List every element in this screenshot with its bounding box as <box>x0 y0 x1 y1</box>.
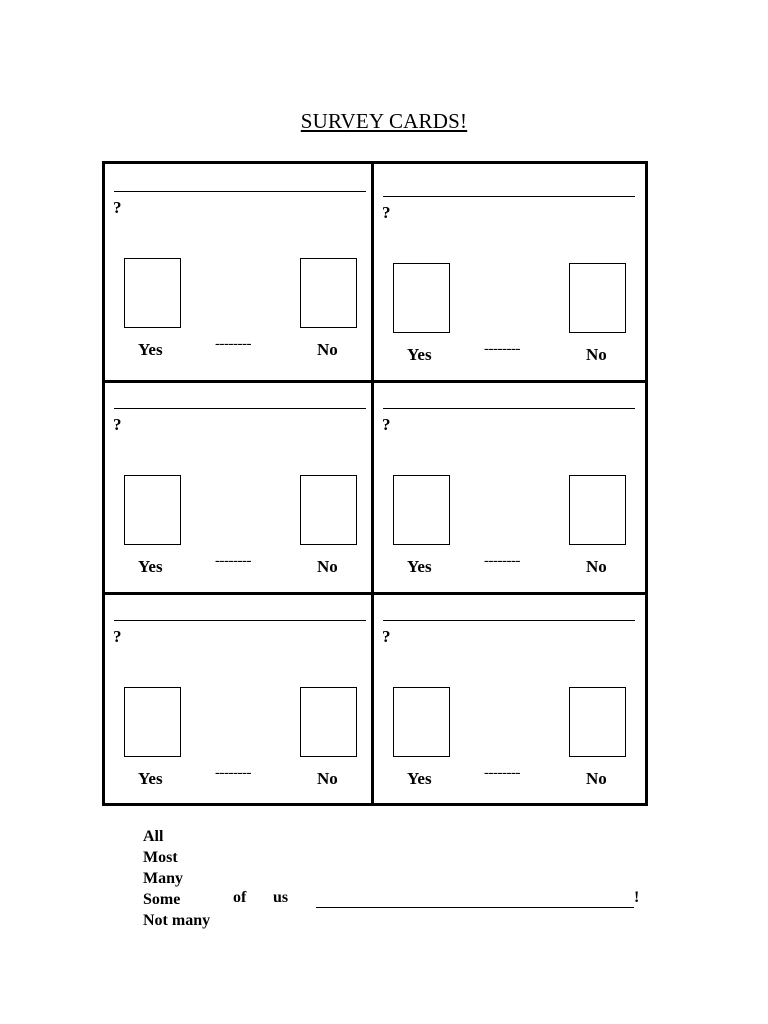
no-label: No <box>586 557 607 576</box>
question-blank-line[interactable] <box>114 408 366 409</box>
no-tally-box[interactable] <box>569 687 626 757</box>
no-label: No <box>586 769 607 788</box>
quantifier-not-many: Not many <box>143 912 211 929</box>
survey-card-2 <box>374 169 642 379</box>
question-mark: ? <box>382 203 391 222</box>
question-blank-line[interactable] <box>383 196 635 197</box>
yes-label: Yes <box>407 769 432 788</box>
question-blank-line[interactable] <box>114 191 366 192</box>
yes-tally-box[interactable] <box>393 687 450 757</box>
question-blank-line[interactable] <box>383 408 635 409</box>
yes-label: Yes <box>407 345 432 364</box>
question-blank-line[interactable] <box>114 620 366 621</box>
quantifier-list <box>143 826 210 931</box>
no-tally-box[interactable] <box>569 263 626 333</box>
survey-card-6 <box>374 593 642 803</box>
yes-tally-box[interactable] <box>124 475 181 545</box>
page-title: SURVEY CARDS! <box>300 109 468 133</box>
word-of: of <box>233 889 247 906</box>
separator: -------- <box>484 341 520 357</box>
no-label: No <box>317 340 338 359</box>
survey-card-4 <box>374 381 642 591</box>
no-label: No <box>586 345 607 364</box>
question-blank-line[interactable] <box>383 620 635 621</box>
question-mark: ? <box>382 415 391 434</box>
yes-label: Yes <box>138 769 163 788</box>
survey-card-3 <box>105 381 373 591</box>
yes-label: Yes <box>407 557 432 576</box>
question-mark: ? <box>113 415 122 434</box>
word-us: us <box>273 889 289 906</box>
question-mark: ? <box>113 627 122 646</box>
yes-tally-box[interactable] <box>124 687 181 757</box>
no-tally-box[interactable] <box>300 258 357 328</box>
question-mark: ? <box>113 198 122 217</box>
no-tally-box[interactable] <box>300 687 357 757</box>
question-mark: ? <box>382 627 391 646</box>
separator: -------- <box>484 553 520 569</box>
separator: -------- <box>215 765 251 781</box>
yes-tally-box[interactable] <box>124 258 181 328</box>
exclamation-mark: ! <box>634 889 640 906</box>
survey-card-5 <box>105 593 373 803</box>
yes-tally-box[interactable] <box>393 475 450 545</box>
separator: -------- <box>215 336 251 352</box>
quantifier-most: Most <box>143 849 178 866</box>
quantifier-all: All <box>143 828 164 845</box>
no-label: No <box>317 557 338 576</box>
separator: -------- <box>215 553 251 569</box>
no-label: No <box>317 769 338 788</box>
answer-blank-line[interactable] <box>316 888 634 908</box>
yes-label: Yes <box>138 557 163 576</box>
yes-label: Yes <box>138 340 163 359</box>
no-tally-box[interactable] <box>569 475 626 545</box>
quantifier-many: Many <box>143 870 183 887</box>
survey-card-1 <box>105 164 373 374</box>
separator: -------- <box>484 765 520 781</box>
quantifier-some: Some <box>143 891 181 908</box>
yes-tally-box[interactable] <box>393 263 450 333</box>
no-tally-box[interactable] <box>300 475 357 545</box>
